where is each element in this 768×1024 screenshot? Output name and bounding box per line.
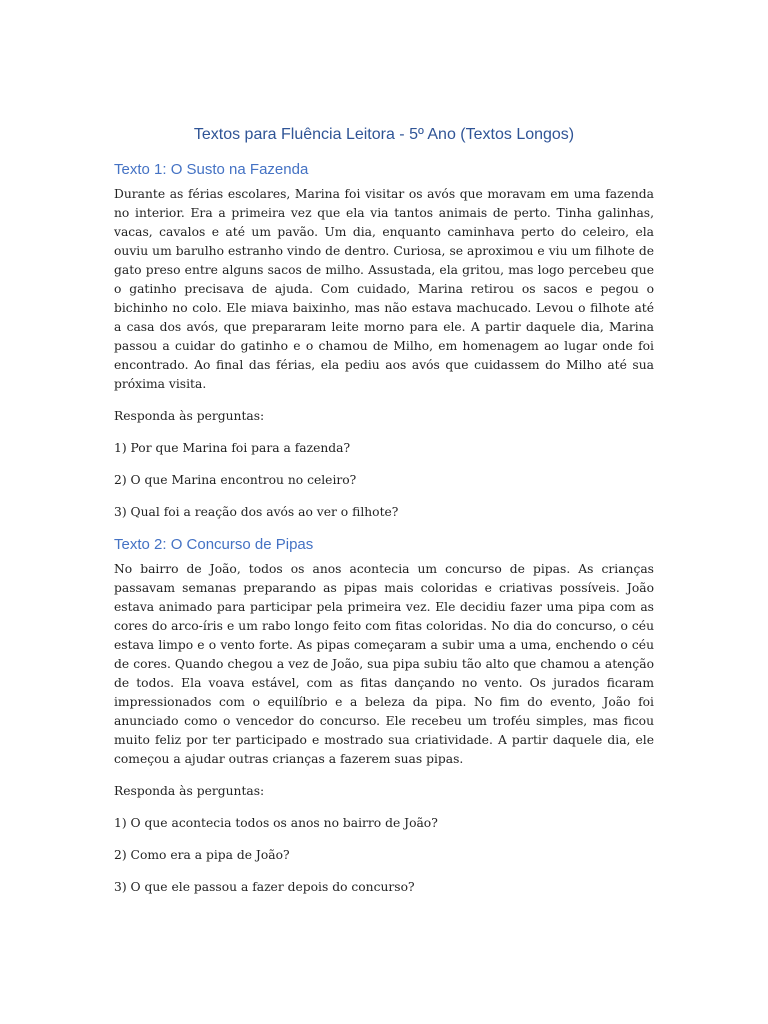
question-item: 2) O que Marina encontrou no celeiro? xyxy=(114,473,357,487)
document-page xyxy=(114,124,654,910)
section-heading: Texto 2: O Concurso de Pipas xyxy=(114,536,314,553)
question-item: 3) O que ele passou a fazer depois do concurso? xyxy=(114,880,415,894)
section-texto-1 xyxy=(114,160,654,522)
question-item: 2) Como era a pipa de João? xyxy=(114,848,290,862)
section-heading: Texto 1: O Susto na Fazenda xyxy=(114,161,309,178)
question-item: 1) O que acontecia todos os anos no bairro de João? xyxy=(114,816,438,830)
story-paragraph: No bairro de João, todos os anos acontecia um concurso de pipas. As crianças passavam semanas preparando as pipas mais coloridas e criativas possíveis. João estava animado para participar pela primeira vez. Ele decidiu fazer uma pipa com as cores do arco-íris e um rabo longo feito com fitas coloridas. No dia do concurso, o céu estava limpo e o vento forte. As pipas começaram a subir uma a uma, enchendo o céu de cores. Quando chegou a vez de João, sua pipa subiu tão alto que chamou a atenção de todos. Ela voava estável, com as fitas dançando no vento. Os jurados ficaram impressionados com o equilíbrio e a beleza da pipa. No fim do evento, João foi anunciado como o vencedor do concurso. Ele recebeu um troféu simples, mas ficou muito feliz por ter participado e mostrado sua criatividade. A partir daquele dia, ele começou a ajudar outras crianças a fazerem suas pipas. xyxy=(114,562,654,766)
question-item: 1) Por que Marina foi para a fazenda? xyxy=(114,441,351,455)
questions-prompt: Responda às perguntas: xyxy=(114,784,265,798)
questions-prompt: Responda às perguntas: xyxy=(114,409,265,423)
story-paragraph: Durante as férias escolares, Marina foi visitar os avós que moravam em uma fazenda no interior. Era a primeira vez que ela via tantos animais de perto. Tinha galinhas, vacas, cavalos e até um pavão. Um dia, enquanto caminhava perto do celeiro, ela ouviu um barulho estranho vindo de dentro. Curiosa, se aproximou e viu um filhote de gato preso entre alguns sacos de milho. Assustada, ela gritou, mas logo percebeu que o gatinho precisava de ajuda. Com cuidado, Marina retirou os sacos e pegou o bichinho no colo. Ele miava baixinho, mas não estava machucado. Levou o filhote até a casa dos avós, que prepararam leite morno para ele. A partir daquele dia, Marina passou a cuidar do gatinho e o chamou de Milho, em homenagem ao lugar onde foi encontrado. Ao final das férias, ela pediu aos avós que cuidassem do Milho até sua próxima visita. xyxy=(114,187,654,391)
question-item: 3) Qual foi a reação dos avós ao ver o filhote? xyxy=(114,505,399,519)
section-texto-2 xyxy=(114,535,654,897)
document-title: Textos para Fluência Leitora - 5º Ano (Textos Longos) xyxy=(193,126,575,143)
